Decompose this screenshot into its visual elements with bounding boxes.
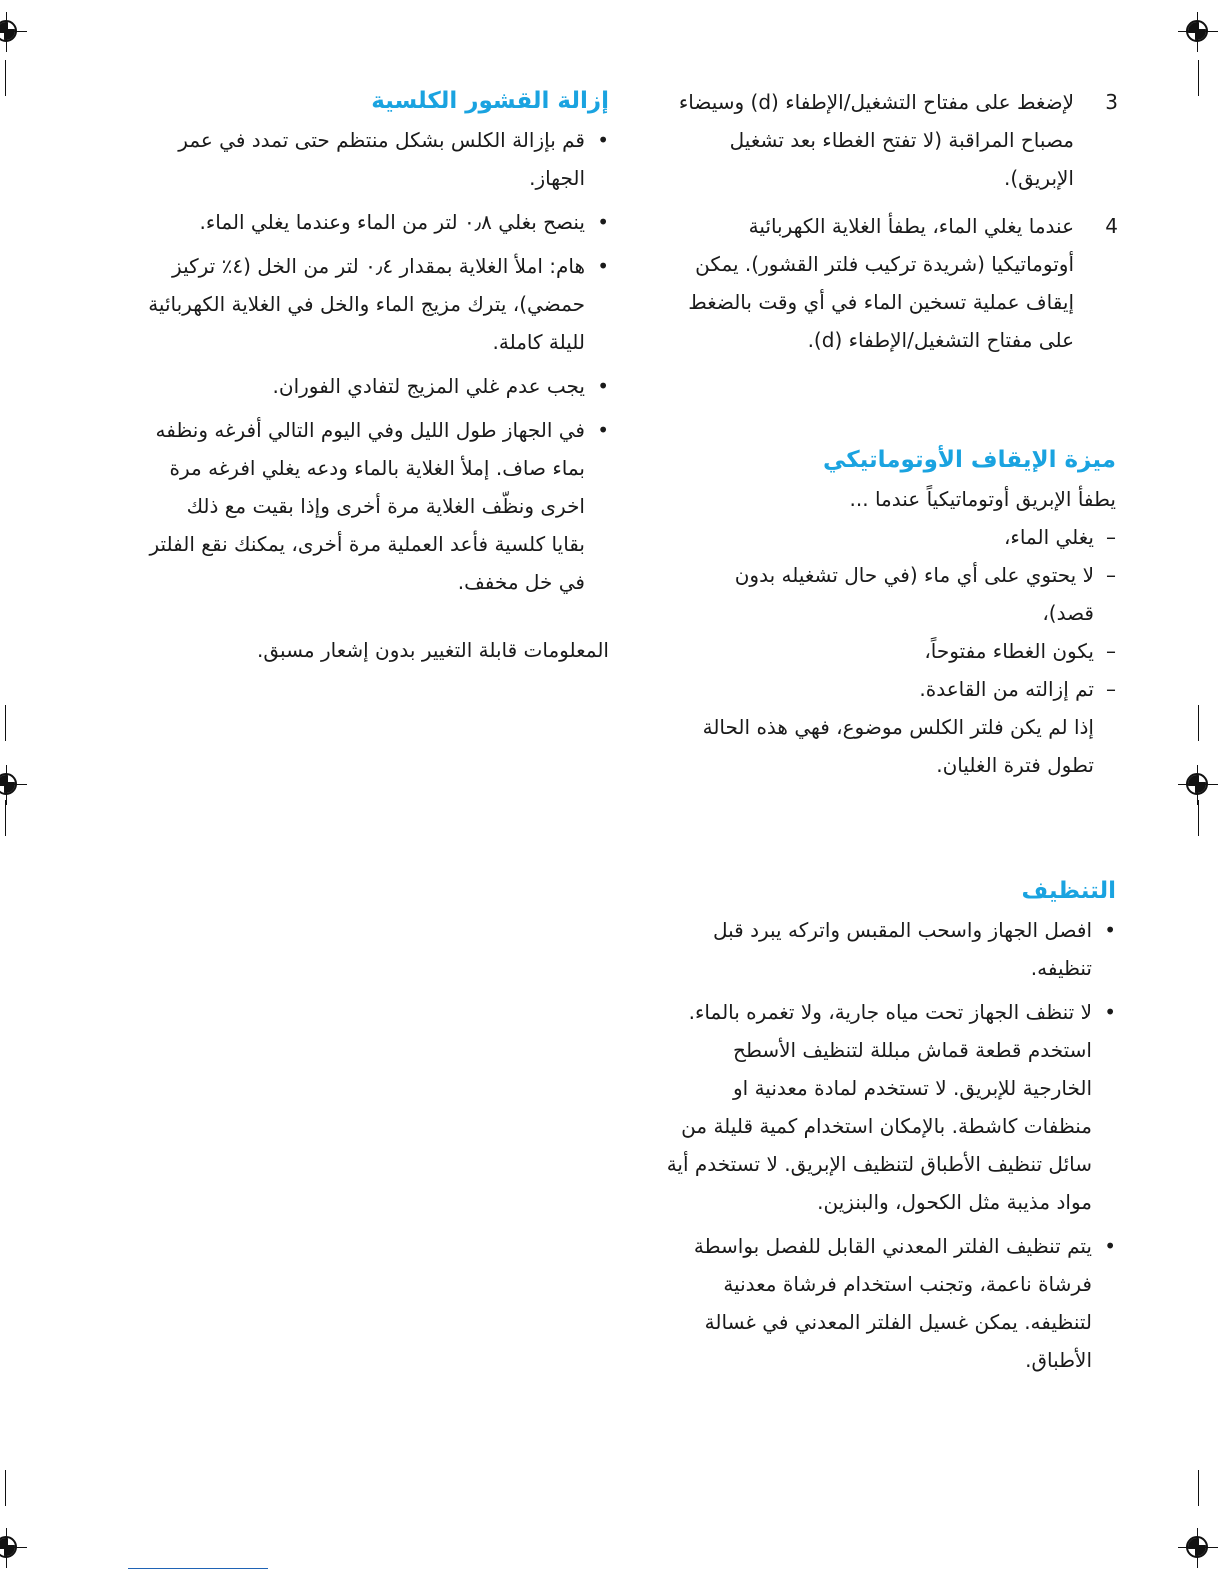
registration-mark-bottom-left — [0, 1528, 27, 1568]
trim-mark — [1198, 800, 1199, 836]
trim-mark — [5, 705, 6, 741]
list-item: – يغلي الماء، — [1003, 525, 1116, 549]
trim-mark — [5, 800, 6, 836]
trim-mark — [1198, 60, 1199, 96]
section-heading: التنظيف — [1021, 878, 1116, 904]
list-item: • في الجهاز طول الليل وفي اليوم التالي أفرغه ونظفه بماء صاف. إملأ الغلاية بالماء ودعه يغلي افرغه مرة اخرى ونظّف الغلاية مرة أخرى وإذا بقيت مع ذلك بقايا كلسية فأعد العملية مرة أخرى، يمكنك نقع الفلتر في خل مخفف. — [149, 418, 609, 594]
list-item: • هام: املأ الغلاية بمقدار ٠٫٤ لتر من الخل (٤٪ تركيز حمضي)، يترك مزيج الماء والخل في الغلاية الكهربائية لليلة كاملة. — [148, 254, 609, 354]
cleaning-section — [661, 873, 1116, 1385]
registration-mark-top-left — [0, 12, 27, 52]
registration-mark-mid-right — [1178, 765, 1218, 805]
note-text: إذا لم يكن فلتر الكلس موضوع، فهي هذه الحالة تطول فترة الغليان. — [702, 715, 1094, 777]
list-item: • افصل الجهاز واسحب المقبس واتركه يبرد قبل تنظيفه. — [712, 918, 1116, 980]
intro-text: يطفأ الإبريق أوتوماتيكياً عندما ... — [849, 487, 1116, 511]
section-heading: إزالة القشور الكلسية — [371, 88, 609, 114]
right-column — [678, 83, 1118, 369]
list-item: – تم إزالته من القاعدة. — [919, 677, 1116, 701]
trim-mark — [1198, 1470, 1199, 1506]
section-heading: ميزة الإيقاف الأوتوماتيكي — [823, 447, 1116, 473]
step-3 — [678, 83, 1118, 197]
list-item: • لا تنظف الجهاز تحت مياه جارية، ولا تغمره بالماء. استخدم قطعة قماش مبللة لتنظيف الأسطح الخارجية للإبريق. لا تستخدم لمادة معدنية او منظفات كاشطة. بالإمكان استخدام كمية قليلة من سائل تنظيف الأطباق لتنظيف الإبريق. لا تستخدم أية مواد مذيبة مثل الكحول، والبنزين. — [666, 1000, 1116, 1214]
step-number: 3 — [1105, 90, 1118, 114]
registration-mark-top-right — [1178, 12, 1218, 52]
list-item: • يتم تنظيف الفلتر المعدني القابل للفصل بواسطة فرشاة ناعمة، وتجنب استخدام فرشاة معدنية لتنظيفه. يمكن غسيل الفلتر المعدني في غسالة الأطباق. — [693, 1234, 1116, 1372]
list-item: • قم بإزالة الكلس بشكل منتظم حتى تمدد في عمر الجهاز. — [178, 128, 609, 190]
registration-mark-bottom-right — [1178, 1528, 1218, 1568]
list-item: • يجب عدم غلي المزيج لتفادي الفوران. — [272, 374, 609, 398]
auto-off-section — [696, 442, 1116, 784]
step-number: 4 — [1105, 214, 1118, 238]
step-text: لإضغط على مفتاح التشغيل/الإطفاء (d) وسيضاء مصباح المراقبة (لا تفتح الغطاء بعد تشغيل الإبريق). — [678, 90, 1074, 190]
bottom-rule — [128, 1568, 268, 1569]
descaling-section — [147, 83, 609, 669]
step-text: عندما يغلي الماء، يطفأ الغلاية الكهربائية أوتوماتيكيا (شريدة تركيب فلتر القشور). يمكن إيقاف عملية تسخين الماء في أي وقت بالضغط على مفتاح التشغيل/الإطفاء (d). — [688, 214, 1074, 352]
step-4 — [678, 207, 1118, 359]
notice-text: المعلومات قابلة التغيير بدون إشعار مسبق. — [257, 638, 609, 662]
list-item: – لا يحتوي على أي ماء (في حال تشغيله بدون قصد)، — [734, 563, 1116, 625]
list-item: • ينصح بغلي ٠٫٨ لتر من الماء وعندما يغلي الماء. — [199, 210, 609, 234]
registration-mark-mid-left — [0, 765, 27, 805]
list-item: – يكون الغطاء مفتوحاً، — [924, 639, 1116, 663]
trim-mark — [1198, 705, 1199, 741]
trim-mark — [5, 60, 6, 96]
trim-mark — [5, 1470, 6, 1506]
